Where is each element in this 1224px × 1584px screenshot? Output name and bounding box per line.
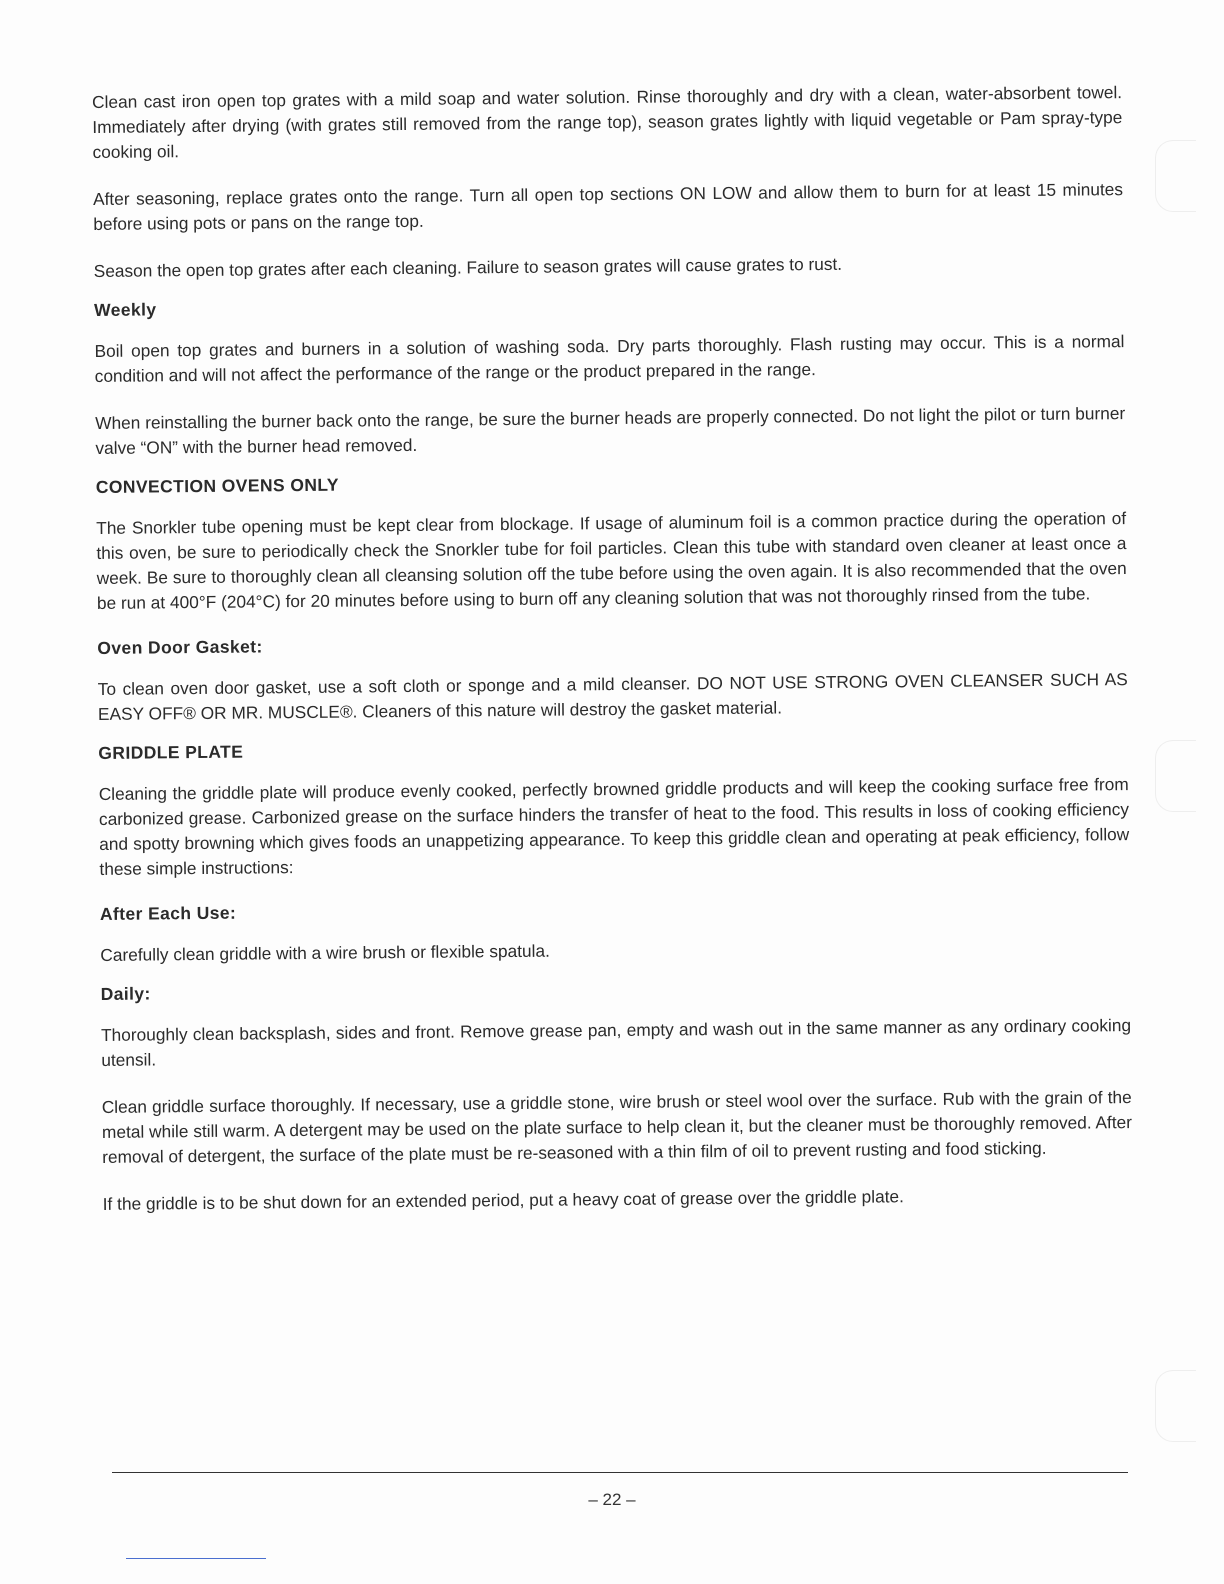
heading-daily: Daily: <box>100 983 151 1004</box>
footer-divider <box>112 1472 1128 1473</box>
paragraph-griddle-intro: Cleaning the griddle plate will produce evenly cooked, perfectly browned griddle products and will keep the cooking surface free from carbonized grease. Carbonized grease on the surface hinders the transfer of heat to the food. This results in loss of cooking efficiency and spotty browning which gives foods an unappetizing appearance. To keep this griddle clean and operating at peak efficiency, follow these simple instructions: <box>98 774 1130 879</box>
paragraph-after-use: Carefully clean griddle with a wire brush or flexible spatula. <box>100 940 550 965</box>
heading-after-each-use: After Each Use: <box>99 902 237 924</box>
heading-griddle-plate: GRIDDLE PLATE <box>98 741 244 763</box>
paragraph-washing-soda: Boil open top grates and burners in a solution of washing soda. Dry parts thoroughly. Flash rusting may occur. This is a normal condition and will not affect the performance of the range or the product prepared in the range. <box>94 331 1125 386</box>
binder-hole-mark <box>1155 140 1196 212</box>
paragraph-snorkler-tube: The Snorkler tube opening must be kept clear from blockage. If usage of aluminum foil is a common practice during the operation of this oven, be sure to periodically check the Snorkler tube for foil particles. Clean this tube with standard oven cleaner at least once a week. Be sure to thoroughly clean all cleansing solution off the tube before using the oven again. It is also recommended that the oven be run at 400°F (204°C) for 20 minutes before using to burn off any cleaning solution that was not thoroughly rinsed from the tube. <box>96 508 1127 613</box>
page-body <box>92 80 1133 1239</box>
scan-artifact-line <box>126 1558 266 1559</box>
paragraph-season-after-cleaning: Season the open top grates after each cleaning. Failure to season grates will cause grates to rust. <box>93 253 843 281</box>
paragraph-daily-backsplash: Thoroughly clean backsplash, sides and front. Remove grease pan, empty and wash out in the same manner as any ordinary cooking utensil. <box>100 1015 1132 1070</box>
paragraph-extended-shutdown: If the griddle is to be shut down for an extended period, put a heavy coat of grease over the griddle plate. <box>102 1186 904 1214</box>
heading-oven-door-gasket: Oven Door Gasket: <box>97 636 263 658</box>
heading-convection-ovens: CONVECTION OVENS ONLY <box>95 474 339 497</box>
paragraph-gasket-cleaning: To clean oven door gasket, use a soft cloth or sponge and a mild cleanser. DO NOT USE STRONG OVEN CLEANSER SUCH AS EASY OFF® OR MR. MUSCLE®. Cleaners of this nature will destroy the gasket material. <box>97 669 1128 724</box>
page-number: – 22 – <box>588 1490 636 1509</box>
binder-hole-mark <box>1155 740 1196 812</box>
paragraph-reinstall-burner: When reinstalling the burner back onto the range, be sure the burner heads are properly connected. Do not light the pilot or turn burner valve “ON” with the burner head removed. <box>95 403 1126 458</box>
heading-weekly: Weekly <box>94 299 157 320</box>
paragraph-grate-cleaning: Clean cast iron open top grates with a mild soap and water solution. Rinse thoroughly and dry with a clean, water-absorbent towel. Immediately after drying (with grates still removed from the range top), season grates lightly with liquid vegetable or Pam spray-type cooking oil. <box>92 82 1123 162</box>
paragraph-daily-griddle-surface: Clean griddle surface thoroughly. If necessary, use a griddle stone, wire brush or steel wool over the surface. Rub with the grain of the metal while still warm. A detergent may be used on the plate surface to help clean it, but the cleaner must be thoroughly removed. After removal of detergent, the surface of the plate must be re-seasoned with a thin film of oil to prevent rusting and food sticking. <box>101 1087 1133 1167</box>
binder-hole-mark <box>1155 1370 1196 1442</box>
paragraph-seasoning: After seasoning, replace grates onto the range. Turn all open top sections ON LOW and allow them to burn for at least 15 minutes before using pots or pans on the range top. <box>92 179 1124 234</box>
